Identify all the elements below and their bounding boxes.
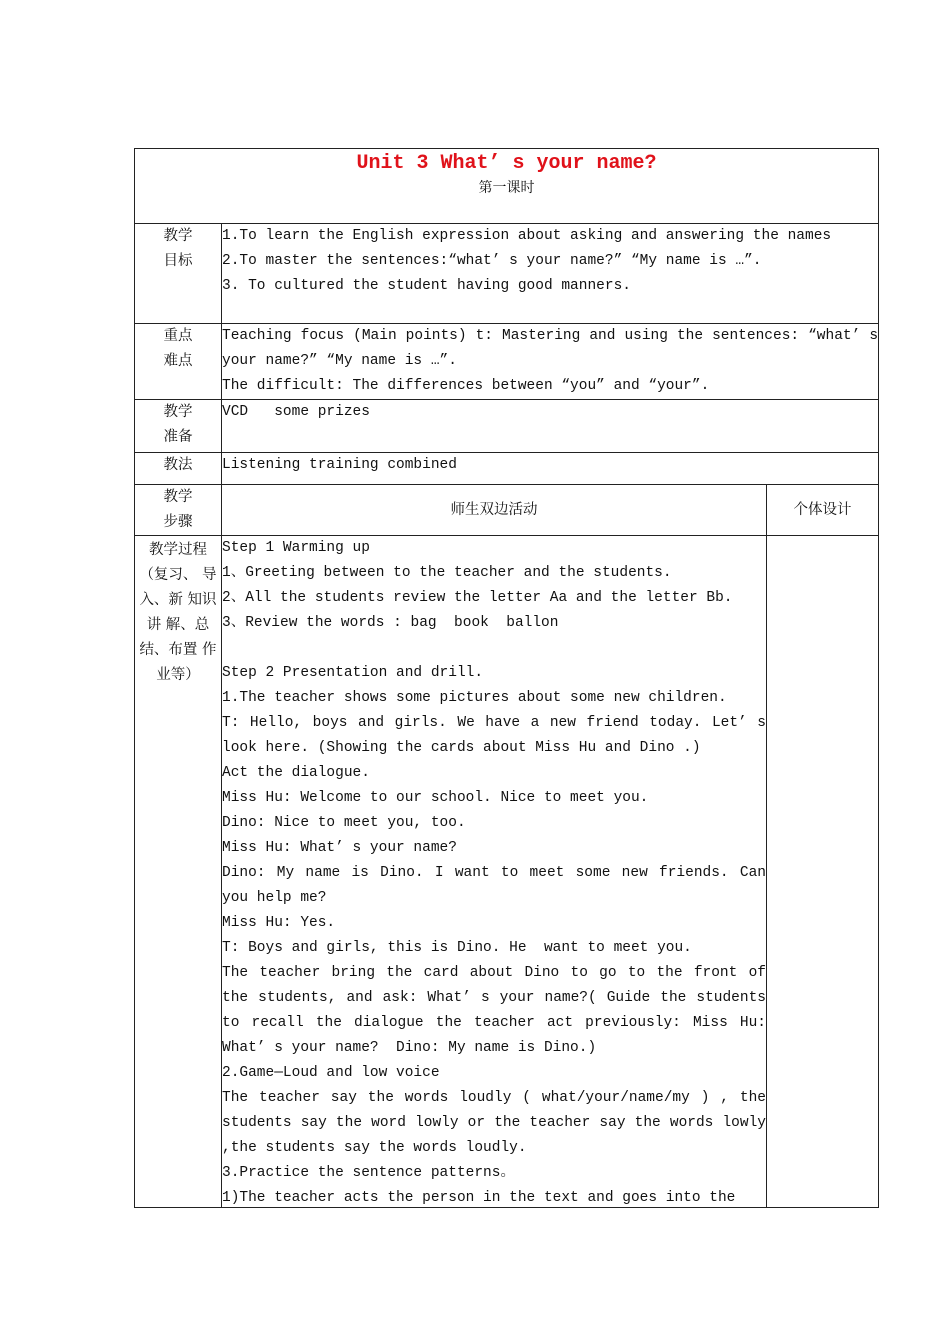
method-content <box>222 453 879 485</box>
process-line: 2、All the students review the letter Aa and the letter Bb. <box>222 590 733 606</box>
process-line: Dino: Nice to meet you, too. <box>222 815 466 831</box>
title-cell <box>135 149 879 224</box>
steps-head-row <box>135 485 879 536</box>
difficulty-line: The difficult: The differences between “you” and “your”. <box>222 378 710 394</box>
prep-row <box>135 400 879 453</box>
process-line: Miss Hu: What’ s your name? <box>222 840 457 856</box>
prep-content <box>222 400 879 453</box>
objectives-content <box>222 224 879 324</box>
focus-line: Teaching focus (Main points) t: Mastering and using the sentences: “what’ s your name?” “My name is …”. <box>222 328 887 369</box>
focus-label: 重点 难点 <box>135 324 222 400</box>
process-line: T: Boys and girls, this is Dino. He want to meet you. <box>222 940 692 956</box>
process-line: Act the dialogue. <box>222 765 370 781</box>
process-line: 1、Greeting between to the teacher and the students. <box>222 565 672 581</box>
process-line: 1.The teacher shows some pictures about some new children. <box>222 690 727 706</box>
process-line: 1)The teacher acts the person in the text and goes into the <box>222 1190 736 1206</box>
prep-line: VCD some prizes <box>222 404 370 420</box>
lesson-title: Unit 3 What’ s your name? <box>356 152 657 175</box>
process-line: Dino: My name is Dino. I want to meet some new friends. Can you help me? <box>222 865 775 906</box>
method-row <box>135 453 879 485</box>
objectives-row <box>135 224 879 324</box>
steps-label: 教学 步骤 <box>135 485 222 536</box>
process-line: 3、Review the words : bag book ballon <box>222 615 559 631</box>
process-line: T: Hello, boys and girls. We have a new friend today. Let’ s look here. (Showing the cards about Miss Hu and Dino .) <box>222 715 775 756</box>
method-line: Listening training combined <box>222 457 457 473</box>
process-row <box>135 536 879 1208</box>
process-line: Miss Hu: Welcome to our school. Nice to meet you. <box>222 790 649 806</box>
objective-line: 3. To cultured the student having good manners. <box>222 278 631 294</box>
process-line: Step 2 Presentation and drill. <box>222 665 484 681</box>
activity-header: 师生双边活动 <box>222 485 767 536</box>
process-line: 2.Game—Loud and low voice <box>222 1065 440 1081</box>
objective-line: 1.To learn the English expression about asking and answering the names <box>222 228 832 244</box>
objectives-label: 教学 目标 <box>135 224 222 324</box>
process-line <box>222 636 766 661</box>
design-cell <box>767 536 879 1208</box>
process-line: Miss Hu: Yes. <box>222 915 336 931</box>
lesson-subtitle: 第一课时 <box>478 180 535 196</box>
focus-content <box>222 324 887 400</box>
title-row <box>135 149 879 224</box>
process-content <box>222 536 775 1208</box>
process-line: 3.Practice the sentence patterns。 <box>222 1165 515 1181</box>
process-text <box>222 536 775 1206</box>
process-line: The teacher say the words loudly ( what/your/name/my ) , the students say the word lowly or the teacher say the words lowly ,the students say the words loudly. <box>222 1090 775 1156</box>
focus-row <box>135 324 879 400</box>
process-label: 教学过程 （复习、 导入、新 知识讲 解、总 结、布置 作业等） <box>135 536 222 1208</box>
prep-label: 教学 准备 <box>135 400 222 453</box>
method-label: 教法 <box>135 453 222 485</box>
design-header: 个体设计 <box>767 485 879 536</box>
process-line: The teacher bring the card about Dino to go to the front of the students, and ask: What’ s your name?( Guide the students to recall the dialogue the teacher act previously: Miss Hu: What’ s your name? Dino: My name is Dino.) <box>222 965 775 1056</box>
objective-line: 2.To master the sentences:“what’ s your name?” “My name is …”. <box>222 253 762 269</box>
lesson-plan-table <box>134 148 887 1208</box>
process-line: Step 1 Warming up <box>222 540 370 556</box>
